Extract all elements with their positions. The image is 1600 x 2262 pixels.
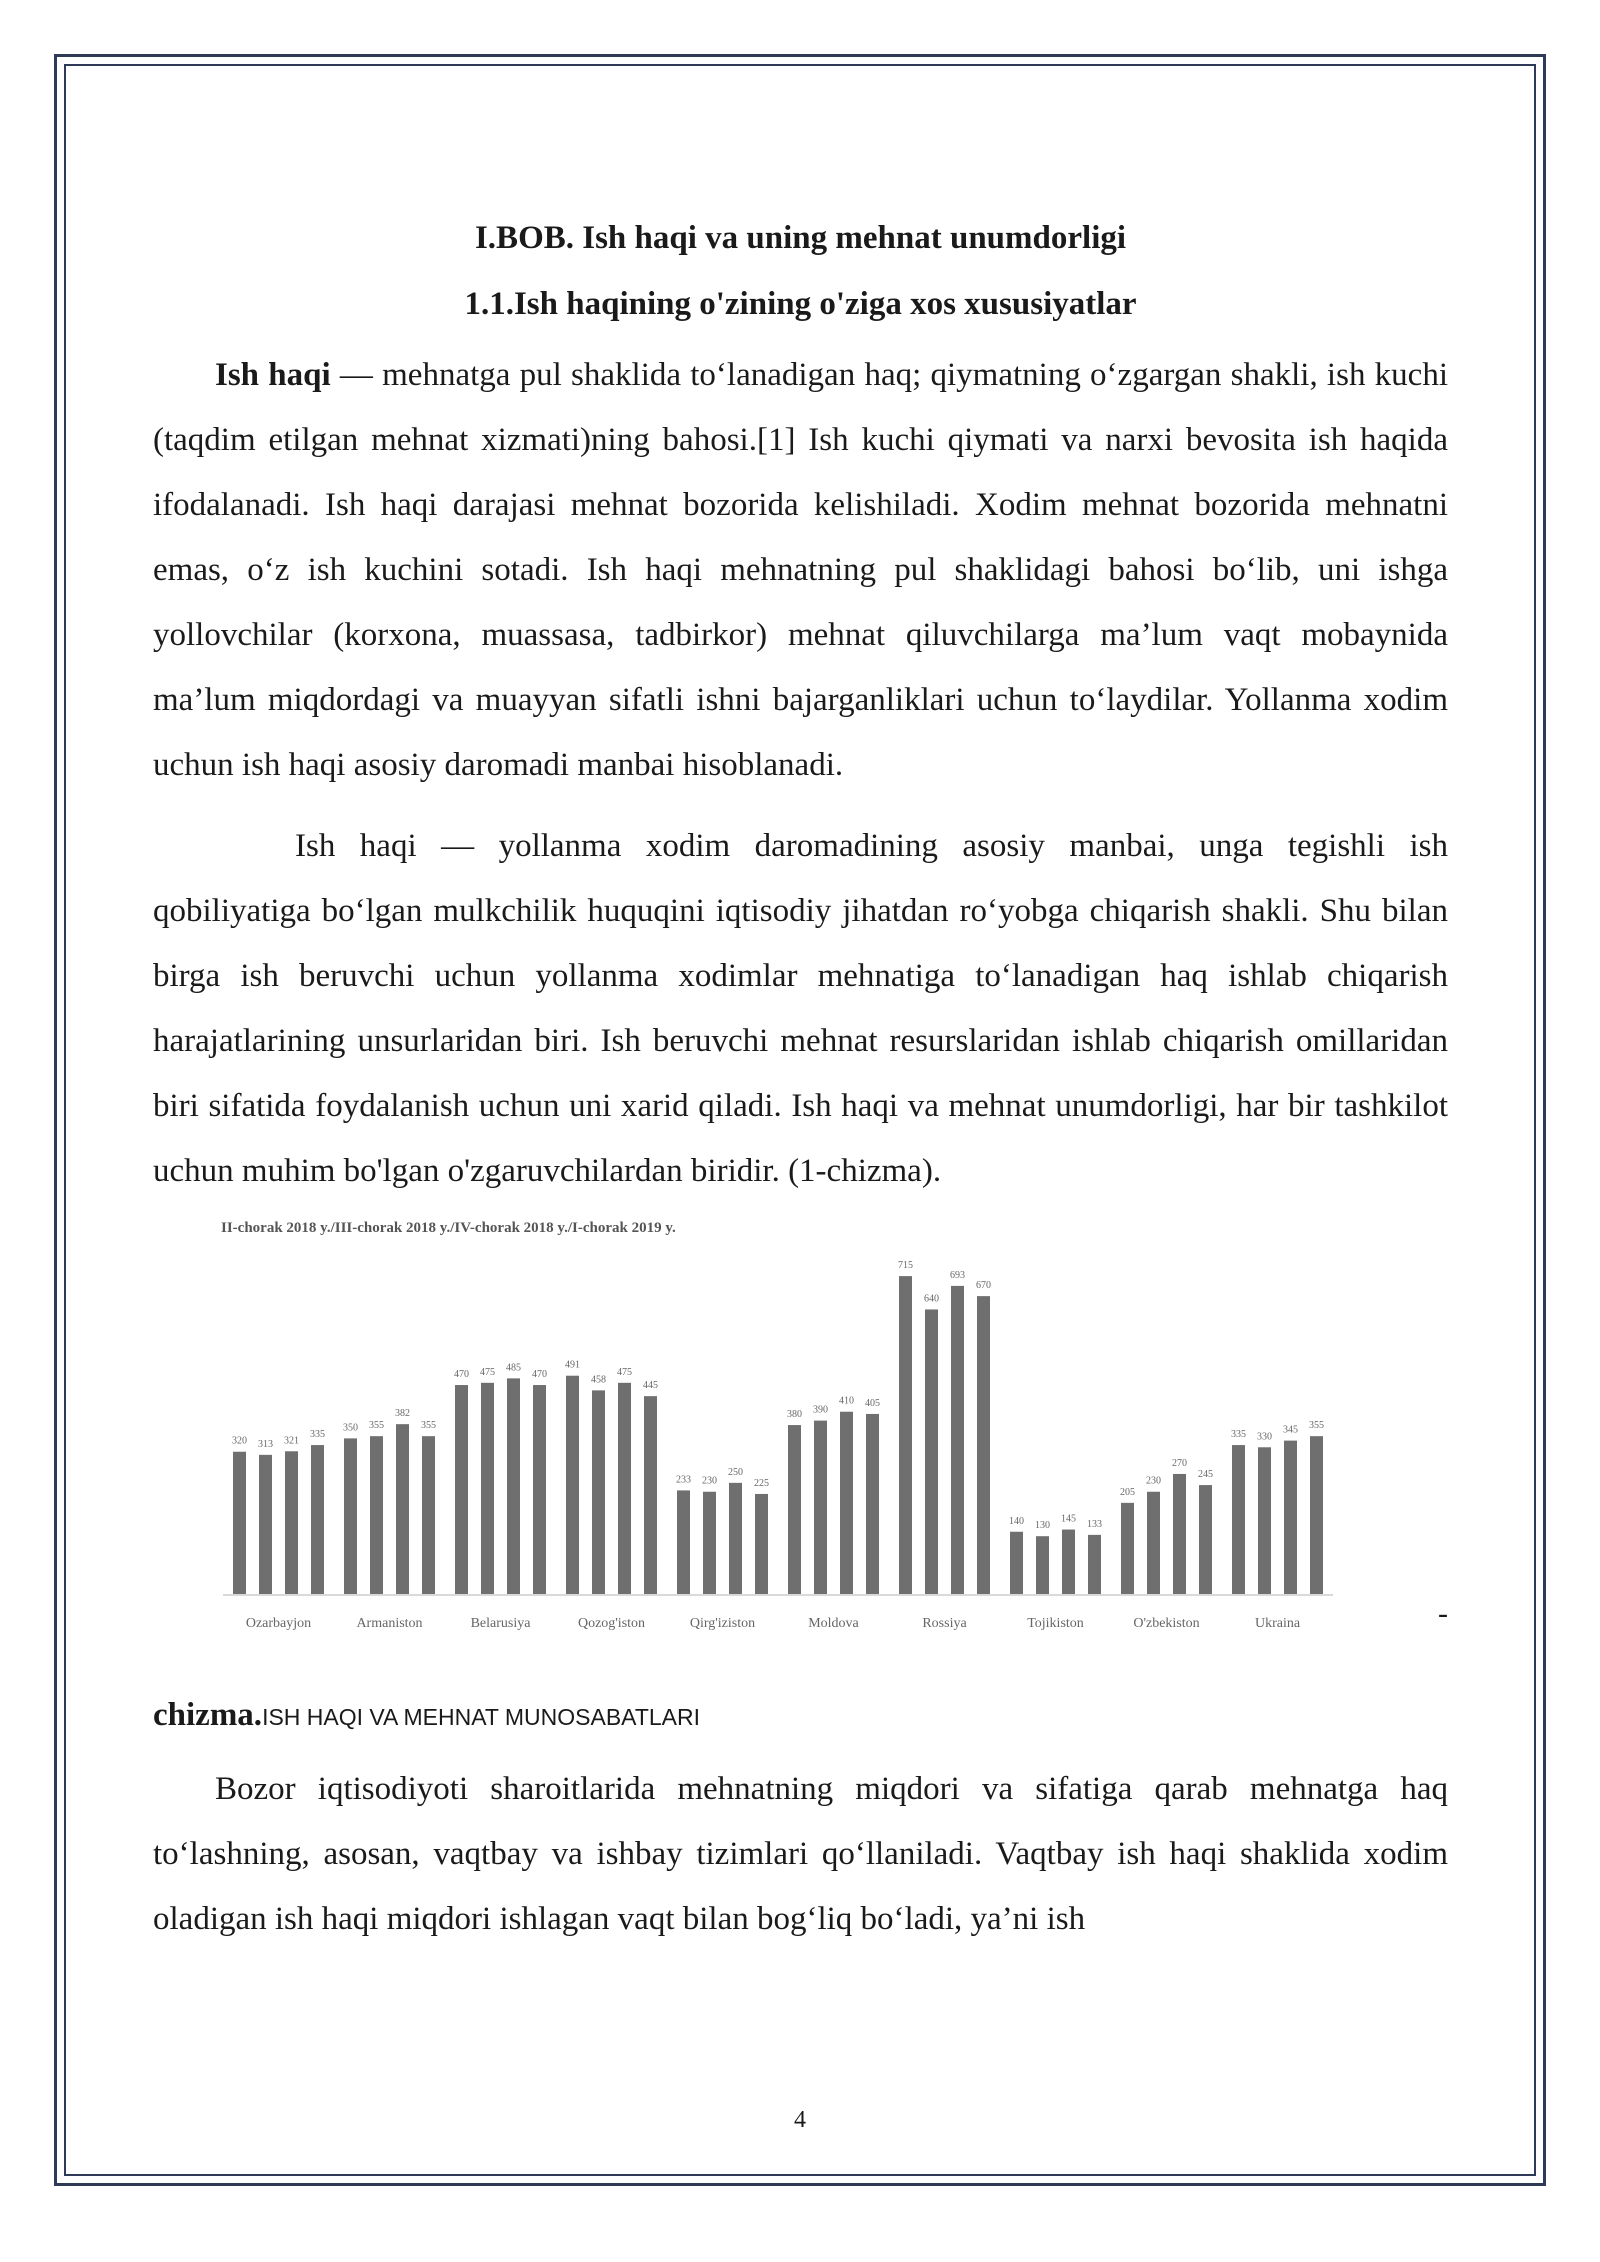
bar-7-2 xyxy=(1062,1530,1075,1594)
data-label-1-1: 355 xyxy=(369,1420,384,1432)
data-label-1-2: 382 xyxy=(395,1408,410,1420)
bar-9-1 xyxy=(1258,1447,1271,1594)
caption-title: ISH HAQI VA MEHNAT MUNOSABATLARI xyxy=(262,1704,700,1730)
data-label-9-1: 330 xyxy=(1257,1431,1272,1443)
caption-lead: chizma. xyxy=(153,1697,263,1733)
data-label-0-2: 321 xyxy=(284,1435,299,1447)
data-label-4-3: 225 xyxy=(754,1477,769,1489)
category-label-4: Qirg'iziston xyxy=(689,1616,756,1631)
bar-2-3 xyxy=(533,1385,546,1594)
data-label-6-2: 693 xyxy=(950,1269,965,1281)
data-label-3-1: 458 xyxy=(591,1374,606,1386)
data-label-2-2: 485 xyxy=(506,1362,521,1374)
data-label-1-0: 350 xyxy=(343,1422,358,1434)
data-label-3-3: 445 xyxy=(643,1380,658,1392)
bar-0-0 xyxy=(233,1452,246,1594)
data-label-0-0: 320 xyxy=(232,1435,247,1447)
data-label-4-0: 233 xyxy=(676,1474,691,1486)
data-label-1-3: 355 xyxy=(421,1420,436,1432)
bar-1-2 xyxy=(396,1424,409,1594)
data-label-3-0: 491 xyxy=(565,1359,580,1371)
chart-title: II-chorak 2018 y./III-chorak 2018 y./IV-chorak 2018 y./I-chorak 2019 y. xyxy=(221,1220,676,1236)
data-label-9-2: 345 xyxy=(1283,1424,1298,1436)
chart-figure xyxy=(153,1212,1448,1677)
data-label-8-3: 245 xyxy=(1198,1469,1213,1481)
bar-2-1 xyxy=(481,1383,494,1594)
bar-6-1 xyxy=(925,1309,938,1594)
bar-5-2 xyxy=(840,1412,853,1594)
data-label-7-3: 133 xyxy=(1087,1518,1102,1530)
data-label-7-0: 140 xyxy=(1009,1515,1024,1527)
category-label-5: Moldova xyxy=(808,1616,859,1631)
data-label-2-3: 470 xyxy=(532,1369,547,1381)
bar-9-3 xyxy=(1310,1436,1323,1594)
paragraph-2: Ish haqi — yollanma xodim daromadining asosiy manbai, unga tegishli ish qobiliyatiga boʻlgan mulkchilik huquqini iqtisodiy jihatdan roʻyobga chiqarish shakli. Shu bilan birga ish beruvchi uchun yollanma xodimlar mehnatiga toʻlanadigan haq ishlab chiqarish harajatlarining unsurlaridan biri. Ish beruvchi mehnat resurslaridan ishlab chiqarish omillaridan biri sifatida foydalanish uchun uni xarid qiladi. Ish haqi va mehnat unumdorligi, har bir tashkilot uchun muhim bo'lgan o'zgaruvchilardan biridir. (1-chizma). xyxy=(153,828,1448,1189)
document-body xyxy=(153,205,1448,1952)
bar-8-1 xyxy=(1147,1492,1160,1594)
page-number: 4 xyxy=(794,2107,806,2133)
paragraph-1-text: — mehnatga pul shaklida toʻlanadigan haq; qiymatning oʻzgargan shakli, ish kuchi (taqdim etilgan mehnat xizmati)ning bahosi.[1] Ish kuchi qiymati va narxi bevosita ish haqida ifodalanadi. Ish haqi darajasi mehnat bozorida kelishiladi. Xodim mehnat bozorida mehnatni emas, oʻz ish kuchini sotadi. Ish haqi mehnatning pul shaklidagi bahosi boʻlib, uni ishga yollovchilar (korxona, muassasa, tadbirkor) mehnat qiluvchilarga ma’lum vaqt mobaynida ma’lum miqdordagi va muayyan sifatli ishni bajarganliklari uchun toʻlaydilar. Yollanma xodim uchun ish haqi asosiy daromadi manbai hisoblanadi. xyxy=(153,357,1448,783)
data-label-6-1: 640 xyxy=(924,1293,939,1305)
data-label-8-2: 270 xyxy=(1172,1457,1187,1469)
category-label-0: Ozarbayjon xyxy=(245,1616,312,1631)
data-label-5-3: 405 xyxy=(865,1397,880,1409)
data-label-9-3: 355 xyxy=(1309,1420,1324,1432)
data-label-2-0: 470 xyxy=(454,1369,469,1381)
bar-0-1 xyxy=(259,1455,272,1594)
category-label-1: Armaniston xyxy=(356,1616,423,1631)
data-label-6-3: 670 xyxy=(976,1280,991,1292)
data-label-5-1: 390 xyxy=(813,1404,828,1416)
data-label-0-1: 313 xyxy=(258,1438,273,1450)
bar-5-1 xyxy=(814,1421,827,1594)
data-label-4-1: 230 xyxy=(702,1475,717,1487)
category-label-8: O'zbekiston xyxy=(1133,1616,1200,1631)
bar-6-0 xyxy=(899,1276,912,1594)
data-label-8-1: 230 xyxy=(1146,1475,1161,1487)
data-label-3-2: 475 xyxy=(617,1366,632,1378)
data-label-6-0: 715 xyxy=(898,1260,913,1272)
bar-3-3 xyxy=(644,1396,657,1594)
term-ish-haqi: Ish haqi xyxy=(215,357,331,393)
figure-caption xyxy=(153,1695,1448,1735)
section-title: 1.1.Ish haqining o'zining o'ziga xos xususiyatlar xyxy=(464,286,1137,322)
category-label-6: Rossiya xyxy=(922,1616,967,1631)
bar-chart xyxy=(213,1212,1343,1677)
data-label-8-0: 205 xyxy=(1120,1486,1135,1498)
bar-0-3 xyxy=(311,1445,324,1594)
bar-1-3 xyxy=(422,1436,435,1594)
bar-4-3 xyxy=(755,1494,768,1594)
category-label-7: Tojikiston xyxy=(1027,1616,1084,1631)
category-label-2: Belarusiya xyxy=(470,1616,531,1631)
paragraph-1 xyxy=(153,343,1448,798)
paragraph-3: Bozor iqtisodiyoti sharoitlarida mehnatning miqdori va sifatiga qarab mehnatga haq toʻlashning, asosan, vaqtbay va ishbay tizimlari qoʻllaniladi. Vaqtbay ish haqi shaklida xodim oladigan ish haqi miqdori ishlagan vaqt bilan bogʻliq boʻladi, ya’ni ish xyxy=(153,1771,1448,1937)
chapter-title: I.BOB. Ish haqi va uning mehnat unumdorligi xyxy=(474,220,1127,256)
caption-dash: - xyxy=(1438,1597,1448,1630)
data-label-7-2: 145 xyxy=(1061,1513,1076,1525)
bar-6-3 xyxy=(977,1296,990,1594)
bar-5-3 xyxy=(866,1414,879,1594)
bar-9-0 xyxy=(1232,1445,1245,1594)
bar-6-2 xyxy=(951,1286,964,1594)
bar-2-2 xyxy=(507,1378,520,1594)
bar-8-3 xyxy=(1199,1485,1212,1594)
bar-4-1 xyxy=(703,1492,716,1594)
bar-7-1 xyxy=(1036,1536,1049,1594)
bar-1-0 xyxy=(344,1438,357,1594)
bar-0-2 xyxy=(285,1451,298,1594)
data-label-5-2: 410 xyxy=(839,1395,854,1407)
bar-4-0 xyxy=(677,1490,690,1594)
bar-4-2 xyxy=(729,1483,742,1594)
data-label-9-0: 335 xyxy=(1231,1429,1246,1441)
bar-1-1 xyxy=(370,1436,383,1594)
bar-2-0 xyxy=(455,1385,468,1594)
bar-3-1 xyxy=(592,1390,605,1594)
data-label-0-3: 335 xyxy=(310,1429,325,1441)
bar-8-2 xyxy=(1173,1474,1186,1594)
data-label-2-1: 475 xyxy=(480,1366,495,1378)
bar-3-0 xyxy=(566,1376,579,1594)
data-label-5-0: 380 xyxy=(787,1409,802,1421)
bar-5-0 xyxy=(788,1425,801,1594)
category-label-3: Qozog'iston xyxy=(577,1616,646,1631)
bar-3-2 xyxy=(618,1383,631,1594)
bar-9-2 xyxy=(1284,1441,1297,1594)
bar-7-3 xyxy=(1088,1535,1101,1594)
bar-7-0 xyxy=(1010,1532,1023,1594)
bar-8-0 xyxy=(1121,1503,1134,1594)
data-label-7-1: 130 xyxy=(1035,1520,1050,1532)
data-label-4-2: 250 xyxy=(728,1466,743,1478)
category-label-9: Ukraina xyxy=(1254,1616,1301,1631)
